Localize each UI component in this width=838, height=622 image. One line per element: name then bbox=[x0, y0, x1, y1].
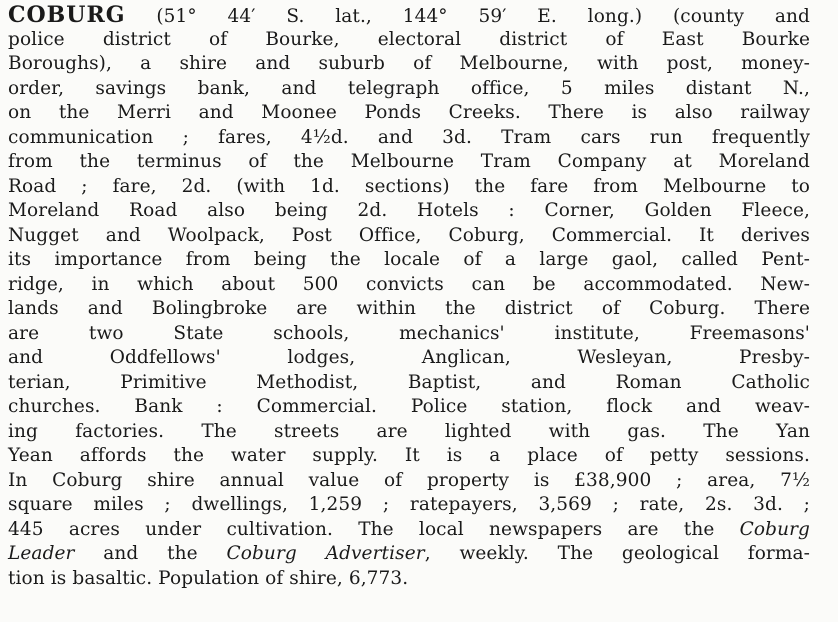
text-line bbox=[8, 420, 810, 445]
text-segment: Nugget and Woolpack, Post Office, Coburg, Commercial. It derives bbox=[8, 224, 810, 246]
italic-text-segment: Coburg Advertiser bbox=[226, 543, 425, 564]
text-line bbox=[8, 469, 810, 494]
text-line bbox=[8, 371, 810, 396]
text-line bbox=[8, 199, 810, 224]
gazetteer-entry bbox=[8, 3, 810, 591]
text-line bbox=[8, 297, 810, 322]
text-segment: 445 acres under cultivation. The local newspapers are the bbox=[8, 518, 740, 540]
text-line bbox=[8, 248, 810, 273]
text-line bbox=[8, 28, 810, 53]
text-segment: Moreland Road also being 2d. Hotels : Corner, Golden Fleece, bbox=[8, 200, 810, 221]
text-segment: Yean affords the water supply. It is a place of petty sessions. bbox=[8, 445, 810, 466]
text-line bbox=[8, 175, 810, 200]
text-segment: ing factories. The streets are lighted with gas. The Yan bbox=[8, 420, 810, 442]
italic-text-segment: Coburg bbox=[739, 518, 810, 540]
entry-headword: COBURG bbox=[8, 2, 126, 28]
text-segment: its importance from being the locale of a large gaol, called Pent- bbox=[8, 249, 810, 270]
text-line bbox=[8, 493, 810, 518]
text-segment: and the bbox=[74, 543, 227, 564]
text-segment: Boroughs), a shire and suburb of Melbourne, with post, money- bbox=[8, 53, 810, 74]
text-line bbox=[8, 101, 810, 126]
text-segment: lands and Bolingbroke are within the district of Coburg. There bbox=[8, 298, 810, 319]
text-segment: square miles ; dwellings, 1,259 ; ratepayers, 3,569 ; rate, 2s. 3d. ; bbox=[8, 494, 810, 515]
text-line bbox=[8, 150, 810, 175]
text-segment: police district of Bourke, electoral district of East Bourke bbox=[8, 28, 810, 50]
text-segment: (51° 44′ S. lat., 144° 59′ E. long.) (county and bbox=[125, 6, 810, 27]
text-line bbox=[8, 518, 810, 543]
italic-text-segment: Leader bbox=[8, 543, 75, 564]
text-segment: tion is basaltic. Population of shire, 6,773. bbox=[8, 567, 409, 589]
text-line bbox=[8, 3, 810, 28]
text-segment: ridge, in which about 500 convicts can be accommodated. New- bbox=[8, 273, 810, 295]
text-segment: In Coburg shire annual value of property is £38,900 ; area, 7½ bbox=[8, 469, 810, 491]
text-line bbox=[8, 346, 810, 371]
text-segment: on the Merri and Moonee Ponds Creeks. There is also railway bbox=[8, 102, 810, 123]
text-line bbox=[8, 52, 810, 77]
text-segment: and Oddfellows' lodges, Anglican, Wesleyan, Presby- bbox=[8, 347, 810, 368]
text-line bbox=[8, 224, 810, 249]
text-segment: terian, Primitive Methodist, Baptist, and Roman Catholic bbox=[8, 371, 810, 393]
text-segment: order, savings bank, and telegraph office, 5 miles distant N., bbox=[8, 77, 810, 99]
text-segment: , weekly. The geological forma- bbox=[424, 543, 810, 564]
text-segment: are two State schools, mechanics' institute, Freemasons' bbox=[8, 322, 810, 344]
text-segment: Road ; fare, 2d. (with 1d. sections) the fare from Melbourne to bbox=[8, 175, 810, 197]
text-line bbox=[8, 395, 810, 420]
text-segment: churches. Bank : Commercial. Police station, flock and weav- bbox=[8, 396, 810, 417]
text-line bbox=[8, 542, 810, 567]
text-line bbox=[8, 322, 810, 347]
text-segment: from the terminus of the Melbourne Tram Company at Moreland bbox=[8, 151, 810, 172]
text-line bbox=[8, 126, 810, 151]
text-segment: communication ; fares, 4½d. and 3d. Tram cars run frequently bbox=[8, 126, 810, 148]
text-line bbox=[8, 444, 810, 469]
text-line bbox=[8, 77, 810, 102]
text-line bbox=[8, 273, 810, 298]
text-line bbox=[8, 567, 810, 592]
